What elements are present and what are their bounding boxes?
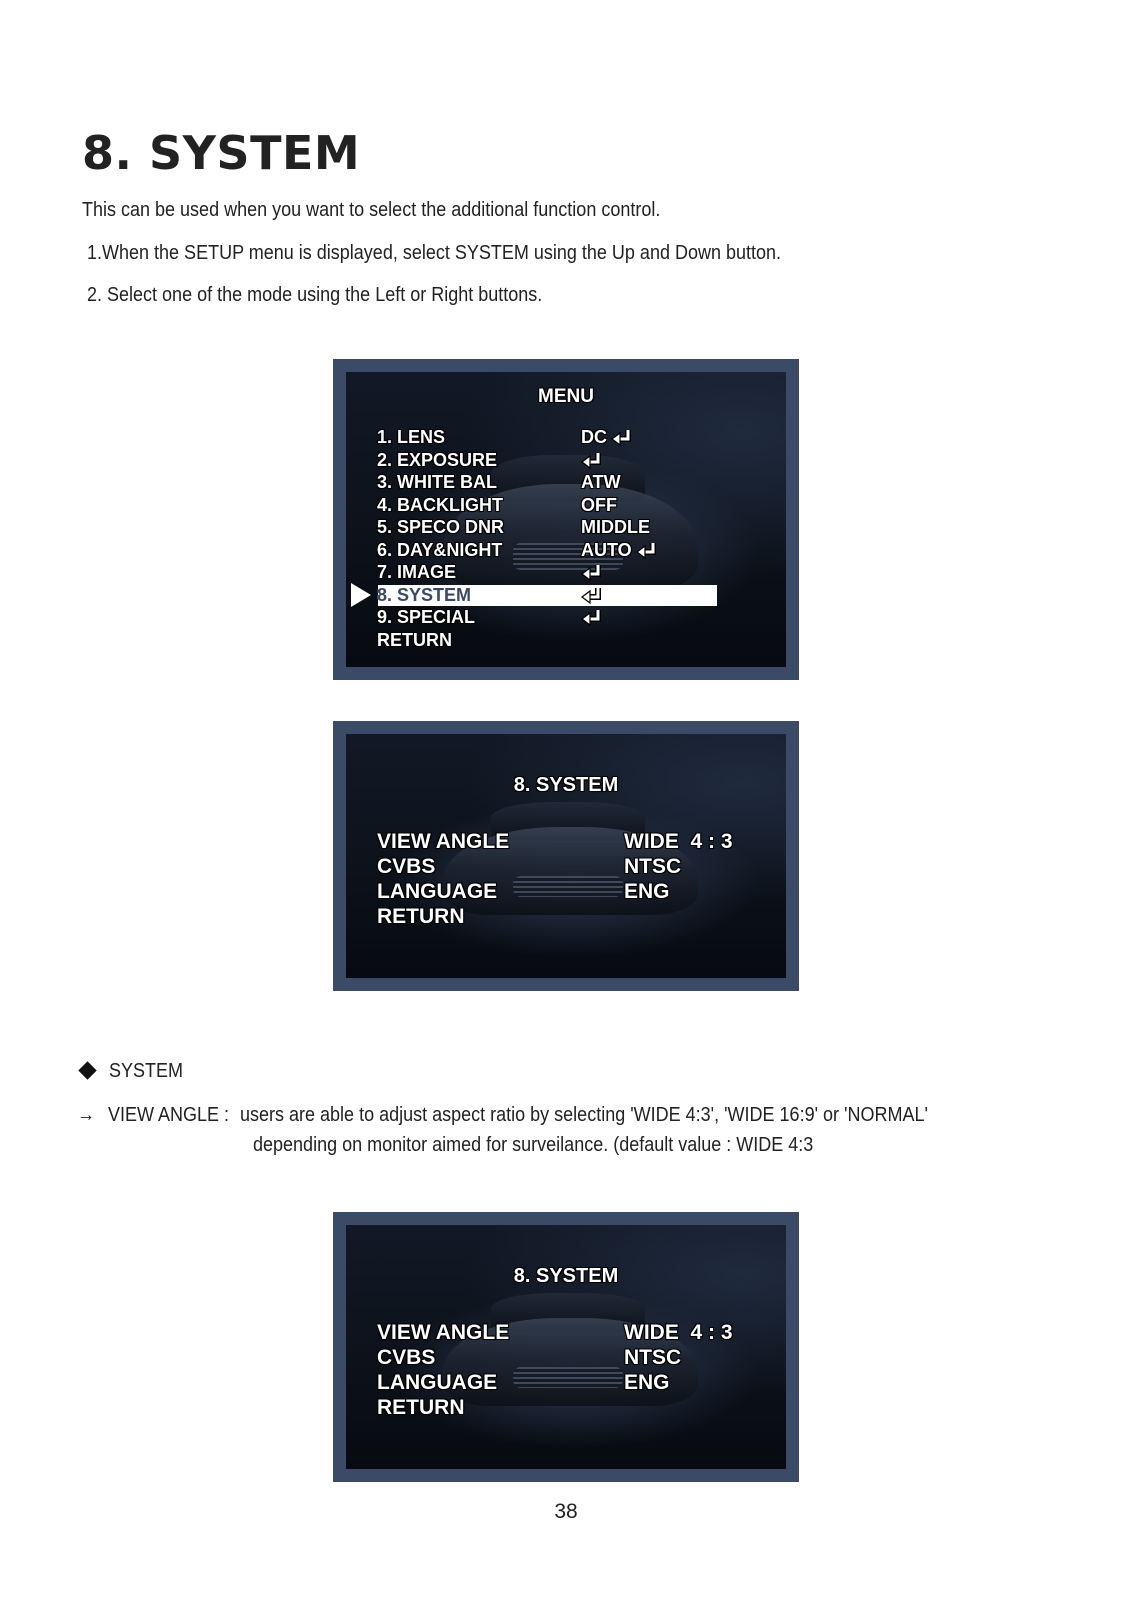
system-setting-label[interactable]: VIEW ANGLE (377, 1321, 510, 1344)
view-angle-label: VIEW ANGLE : (108, 1104, 230, 1126)
menu-item-value (581, 495, 617, 516)
system-setting-label[interactable]: LANGUAGE (377, 1371, 498, 1394)
system-setting-label[interactable]: VIEW ANGLE (377, 830, 510, 853)
diamond-bullet-icon (78, 1061, 96, 1079)
system-osd-display-2 (346, 1225, 786, 1469)
menu-title: MENU (538, 386, 594, 407)
enter-arrow-icon (611, 427, 633, 447)
system-setting-label[interactable]: CVBS (377, 855, 436, 878)
menu-item-label[interactable]: RETURN (377, 629, 452, 650)
section-heading: SYSTEM (109, 1060, 184, 1082)
menu-item-value (581, 562, 603, 583)
view-angle-description: users are able to adjust aspect ratio by selecting 'WIDE 4:3', 'WIDE 16:9' or 'NORMAL' (240, 1104, 928, 1126)
intro-text: This can be used when you want to select the additional function control. (82, 199, 661, 221)
menu-item-value-text: MIDDLE (581, 517, 650, 537)
right-arrow-icon: → (77, 1104, 95, 1126)
view-angle-description-cont: depending on monitor aimed for surveilance. (default value : WIDE 4:3 (253, 1134, 814, 1156)
system-setting-label[interactable]: CVBS (377, 1346, 436, 1369)
enter-arrow-icon (581, 562, 603, 582)
system-osd-screenshot-2 (333, 1212, 799, 1482)
system-setting-label[interactable]: LANGUAGE (377, 880, 498, 903)
system-setting-value: WIDE 4 : 3 (624, 830, 733, 853)
system-setting-value: NTSC (624, 855, 682, 878)
system-setting-value: ENG (624, 880, 670, 903)
menu-item-label[interactable]: 4. BACKLIGHT (377, 494, 503, 515)
menu-item-value (581, 585, 603, 606)
menu-item-label[interactable]: 1. LENS (377, 427, 446, 447)
page-title: 8. SYSTEM (82, 126, 361, 180)
system-setting-value: ENG (624, 1371, 670, 1394)
menu-item-value (581, 540, 658, 561)
step-1-text: 1.When the SETUP menu is displayed, select SYSTEM using the Up and Down button. (87, 242, 782, 264)
system-osd-display-1 (346, 734, 786, 978)
system-setting-value: WIDE 4 : 3 (624, 1321, 733, 1344)
system-screen-title: 8. SYSTEM (513, 1265, 619, 1287)
enter-arrow-icon (636, 540, 658, 560)
enter-arrow-icon (581, 450, 603, 470)
menu-item-value (581, 607, 603, 628)
menu-item-value (581, 427, 633, 448)
menu-item-value (581, 517, 650, 538)
car-grille-image (513, 1367, 623, 1389)
system-screen-title: 8. SYSTEM (513, 774, 619, 796)
menu-item-label[interactable]: 2. EXPOSURE (377, 449, 498, 470)
menu-item-value-text: AUTO (581, 539, 632, 560)
page-number: 38 (554, 1500, 578, 1523)
menu-item-label[interactable]: 8. SYSTEM (377, 584, 472, 605)
system-setting-label[interactable]: RETURN (377, 905, 465, 928)
menu-osd-screenshot (333, 359, 799, 680)
menu-item-label[interactable]: 6. DAY&NIGHT (377, 539, 503, 560)
car-grille-image (513, 876, 623, 898)
menu-item-label[interactable]: 9. SPECIAL (377, 607, 476, 627)
menu-item-label[interactable]: 7. IMAGE (377, 562, 457, 582)
menu-item-value (581, 472, 621, 493)
system-osd-screenshot-1 (333, 721, 799, 991)
menu-osd-display (346, 372, 786, 667)
menu-item-value (581, 450, 603, 471)
step-2-text: 2. Select one of the mode using the Left or Right buttons. (87, 284, 543, 306)
system-setting-value: NTSC (624, 1346, 682, 1369)
enter-arrow-icon (581, 607, 603, 627)
menu-item-value-text: DC (581, 427, 607, 447)
menu-pointer-icon (351, 583, 371, 607)
system-setting-label[interactable]: RETURN (377, 1396, 465, 1419)
enter-arrow-icon (581, 585, 603, 605)
menu-item-value-text: ATW (581, 472, 621, 492)
menu-item-label[interactable]: 3. WHITE BAL (377, 472, 497, 492)
menu-item-value-text: OFF (581, 494, 617, 515)
menu-item-label[interactable]: 5. SPECO DNR (377, 517, 505, 537)
